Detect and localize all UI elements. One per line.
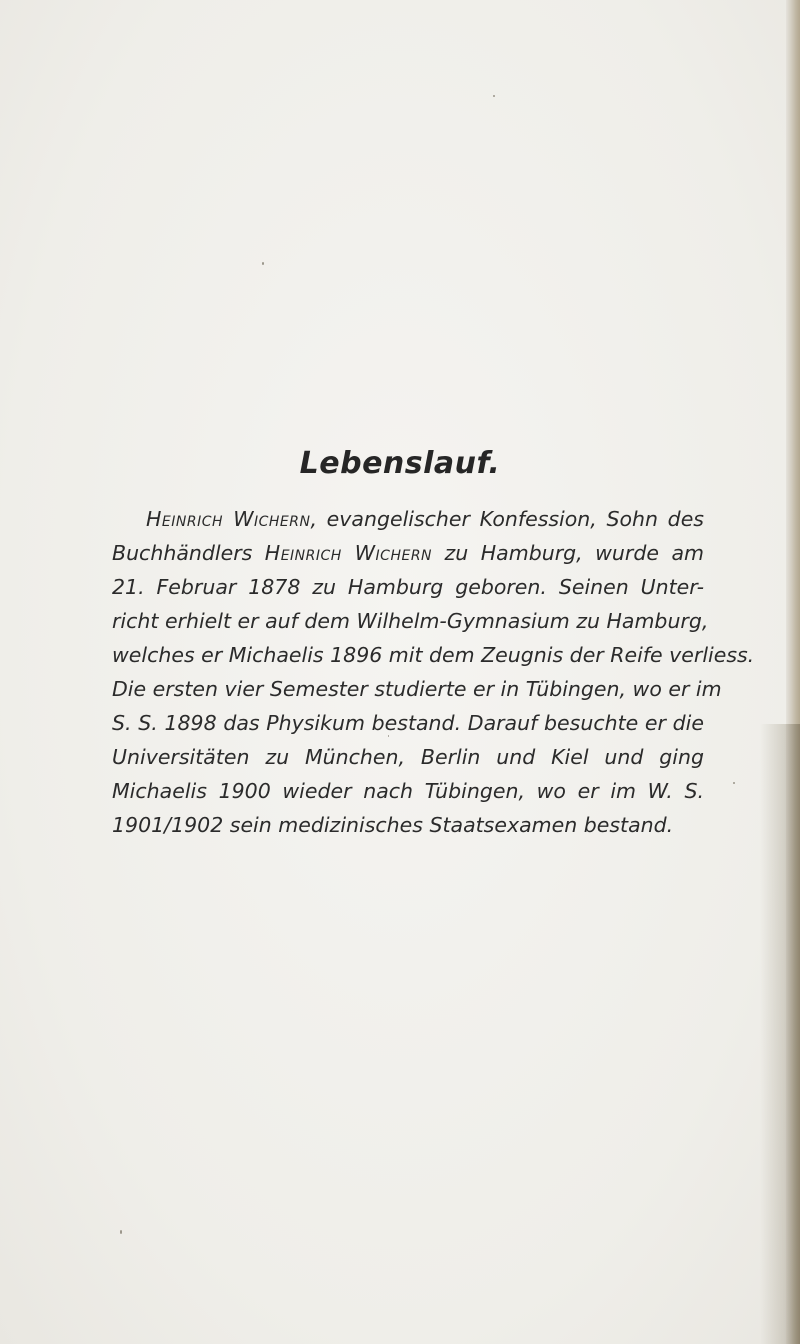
paragraph-line-3: 21. Februar 1878 zu Hamburg geboren. Seinen Unter-	[112, 575, 704, 599]
paragraph-line-10: 1901/1902 sein medizinisches Staatsexamen bestand.	[112, 813, 674, 837]
paragraph-line-5: welches er Michaelis 1896 mit dem Zeugnis der Reife verliess.	[112, 643, 755, 667]
biography-paragraph	[112, 502, 755, 842]
paragraph-line-1: Heinrich Wichern, evangelischer Konfession, Sohn des	[146, 507, 704, 531]
author-name: Heinrich Wichern	[146, 507, 311, 531]
paragraph-line-4: richt erhielt er auf dem Wilhelm-Gymnasium zu Hamburg,	[112, 609, 709, 633]
paragraph-line-9: Michaelis 1900 wieder nach Tübingen, wo er im W. S.	[112, 779, 704, 803]
paragraph-line-8: Universitäten zu München, Berlin und Kiel und ging	[112, 745, 704, 769]
page-edge-stain	[760, 724, 800, 1344]
father-name: Heinrich Wichern	[264, 541, 433, 565]
paragraph-line-7: S. S. 1898 das Physikum bestand. Darauf besuchte er die	[112, 711, 704, 735]
paragraph-line-6: Die ersten vier Semester studierte er in Tübingen, wo er im	[112, 677, 722, 701]
paragraph-line-2: Buchhändlers Heinrich Wichern zu Hamburg, wurde am	[112, 541, 704, 565]
page-title: Lebenslauf.	[299, 446, 501, 481]
